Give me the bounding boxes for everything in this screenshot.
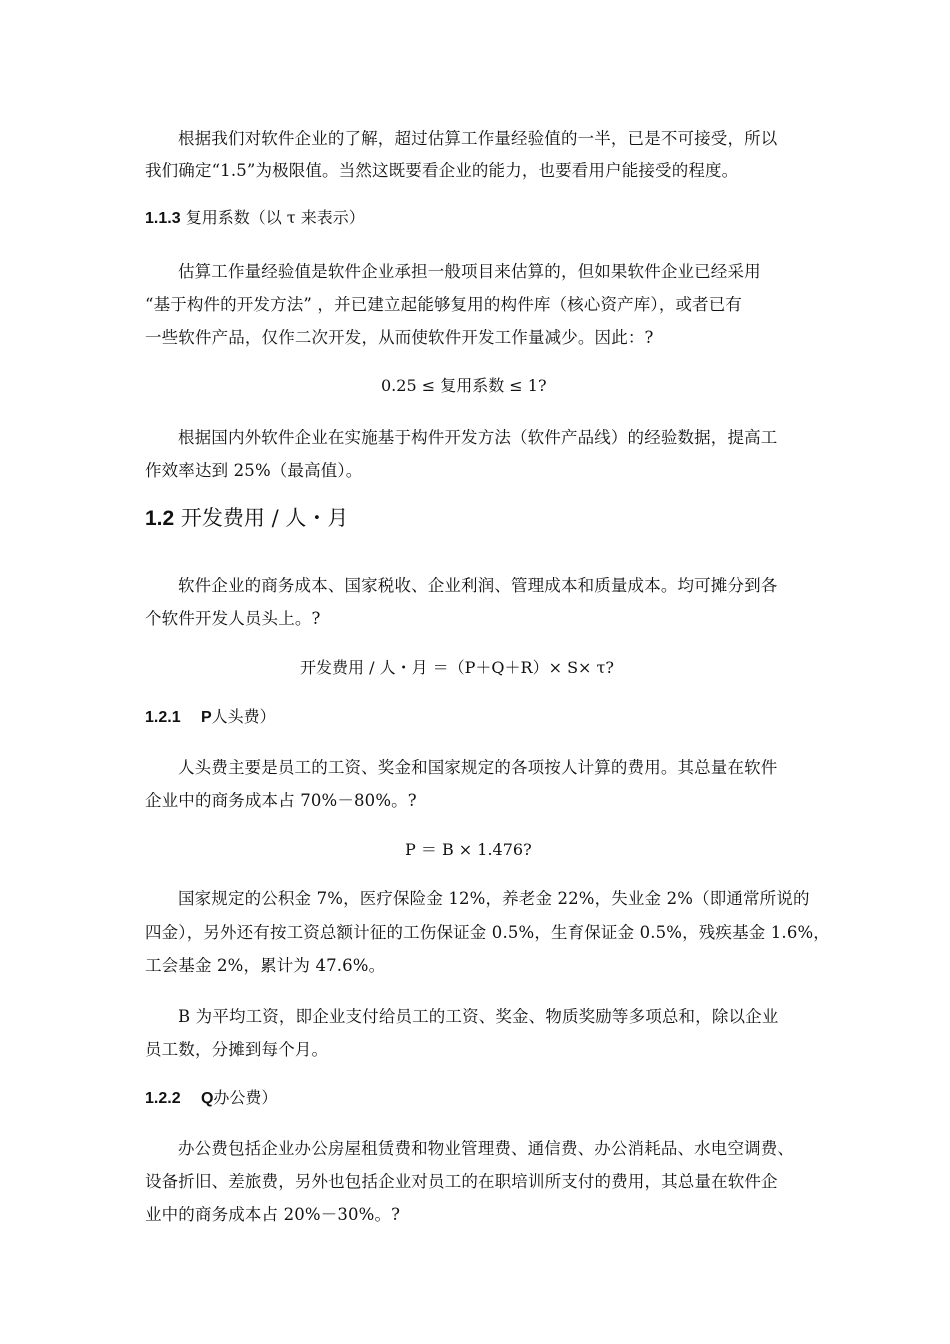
paragraph-line: 企业中的商务成本占 70%－80%。? [145, 791, 417, 810]
heading-text: 复用系数（以 τ 来表示） [185, 208, 365, 227]
section-heading-1-1-3 [145, 208, 365, 229]
equation-reuse-range: 0.25 ≤ 复用系数 ≤ 1? [381, 376, 547, 395]
section-heading-1-2-2 [145, 1088, 277, 1109]
paragraph-line: 我们确定“1.5”为极限值。当然这既要看企业的能力，也要看用户能接受的程度。 [145, 161, 739, 180]
heading-number: 1.2 [145, 507, 175, 530]
heading-number: 1.1.3 [145, 210, 181, 227]
paragraph-line: “基于构件的开发方法” ，并已建立起能够复用的构件库（核心资产库），或者已有 [145, 295, 743, 314]
heading-symbol: Q [200, 1090, 214, 1107]
paragraph-line: 员工数，分摊到每个月。 [145, 1040, 329, 1059]
equation-personnel-cost: P ＝ B × 1.476? [405, 840, 532, 859]
paragraph-line: 个软件开发人员头上。? [145, 609, 321, 628]
heading-text: 人头费） [211, 707, 276, 726]
heading-text: 办公费） [213, 1088, 278, 1107]
paragraph-line: 业中的商务成本占 20%－30%。? [145, 1205, 401, 1224]
paragraph-line: 根据我们对软件企业的了解，超过估算工作量经验值的一半，已是不可接受，所以 [178, 129, 778, 148]
paragraph-line: 办公费包括企业办公房屋租赁费和物业管理费、通信费、办公消耗品、水电空调费、 [178, 1139, 795, 1158]
heading-text: 开发费用 / 人・月 [180, 506, 349, 530]
paragraph-line: 作效率达到 25%（最高值）。 [145, 461, 363, 480]
paragraph-line: 一些软件产品，仅作二次开发，从而使软件开发工作量减少。因此：? [145, 328, 654, 347]
heading-symbol: P [200, 709, 212, 726]
paragraph-line: 国家规定的公积金 7%，医疗保险金 12%，养老金 22%，失业金 2%（即通常所说的 [178, 889, 810, 908]
paragraph-line: B 为平均工资，即企业支付给员工的工资、奖金、物质奖励等多项总和，除以企业 [178, 1007, 779, 1026]
paragraph-line: 根据国内外软件企业在实施基于构件开发方法（软件产品线）的经验数据，提高工 [178, 428, 778, 447]
equation-dev-cost: 开发费用 / 人・月 ＝（P＋Q＋R）× S× τ? [300, 658, 614, 677]
paragraph-line: 工会基金 2%，累计为 47.6%。 [145, 956, 386, 975]
heading-number: 1.2.1 [145, 709, 181, 726]
section-heading-1-2-1 [145, 707, 276, 728]
paragraph-line: 软件企业的商务成本、国家税收、企业利润、管理成本和质量成本。均可摊分到各 [178, 576, 778, 595]
paragraph-line: 估算工作量经验值是软件企业承担一般项目来估算的，但如果软件企业已经采用 [178, 262, 761, 281]
heading-number: 1.2.2 [145, 1090, 181, 1107]
paragraph-line: 四金），另外还有按工资总额计征的工伤保证金 0.5%，生育保证金 0.5%，残疾基金 1.6%， [145, 923, 830, 942]
paragraph-line: 设备折旧、差旅费，另外也包括企业对员工的在职培训所支付的费用，其总量在软件企 [145, 1172, 778, 1191]
paragraph-line: 人头费主要是员工的工资、奖金和国家规定的各项按人计算的费用。其总量在软件 [178, 758, 778, 777]
section-heading-1-2 [145, 505, 348, 532]
